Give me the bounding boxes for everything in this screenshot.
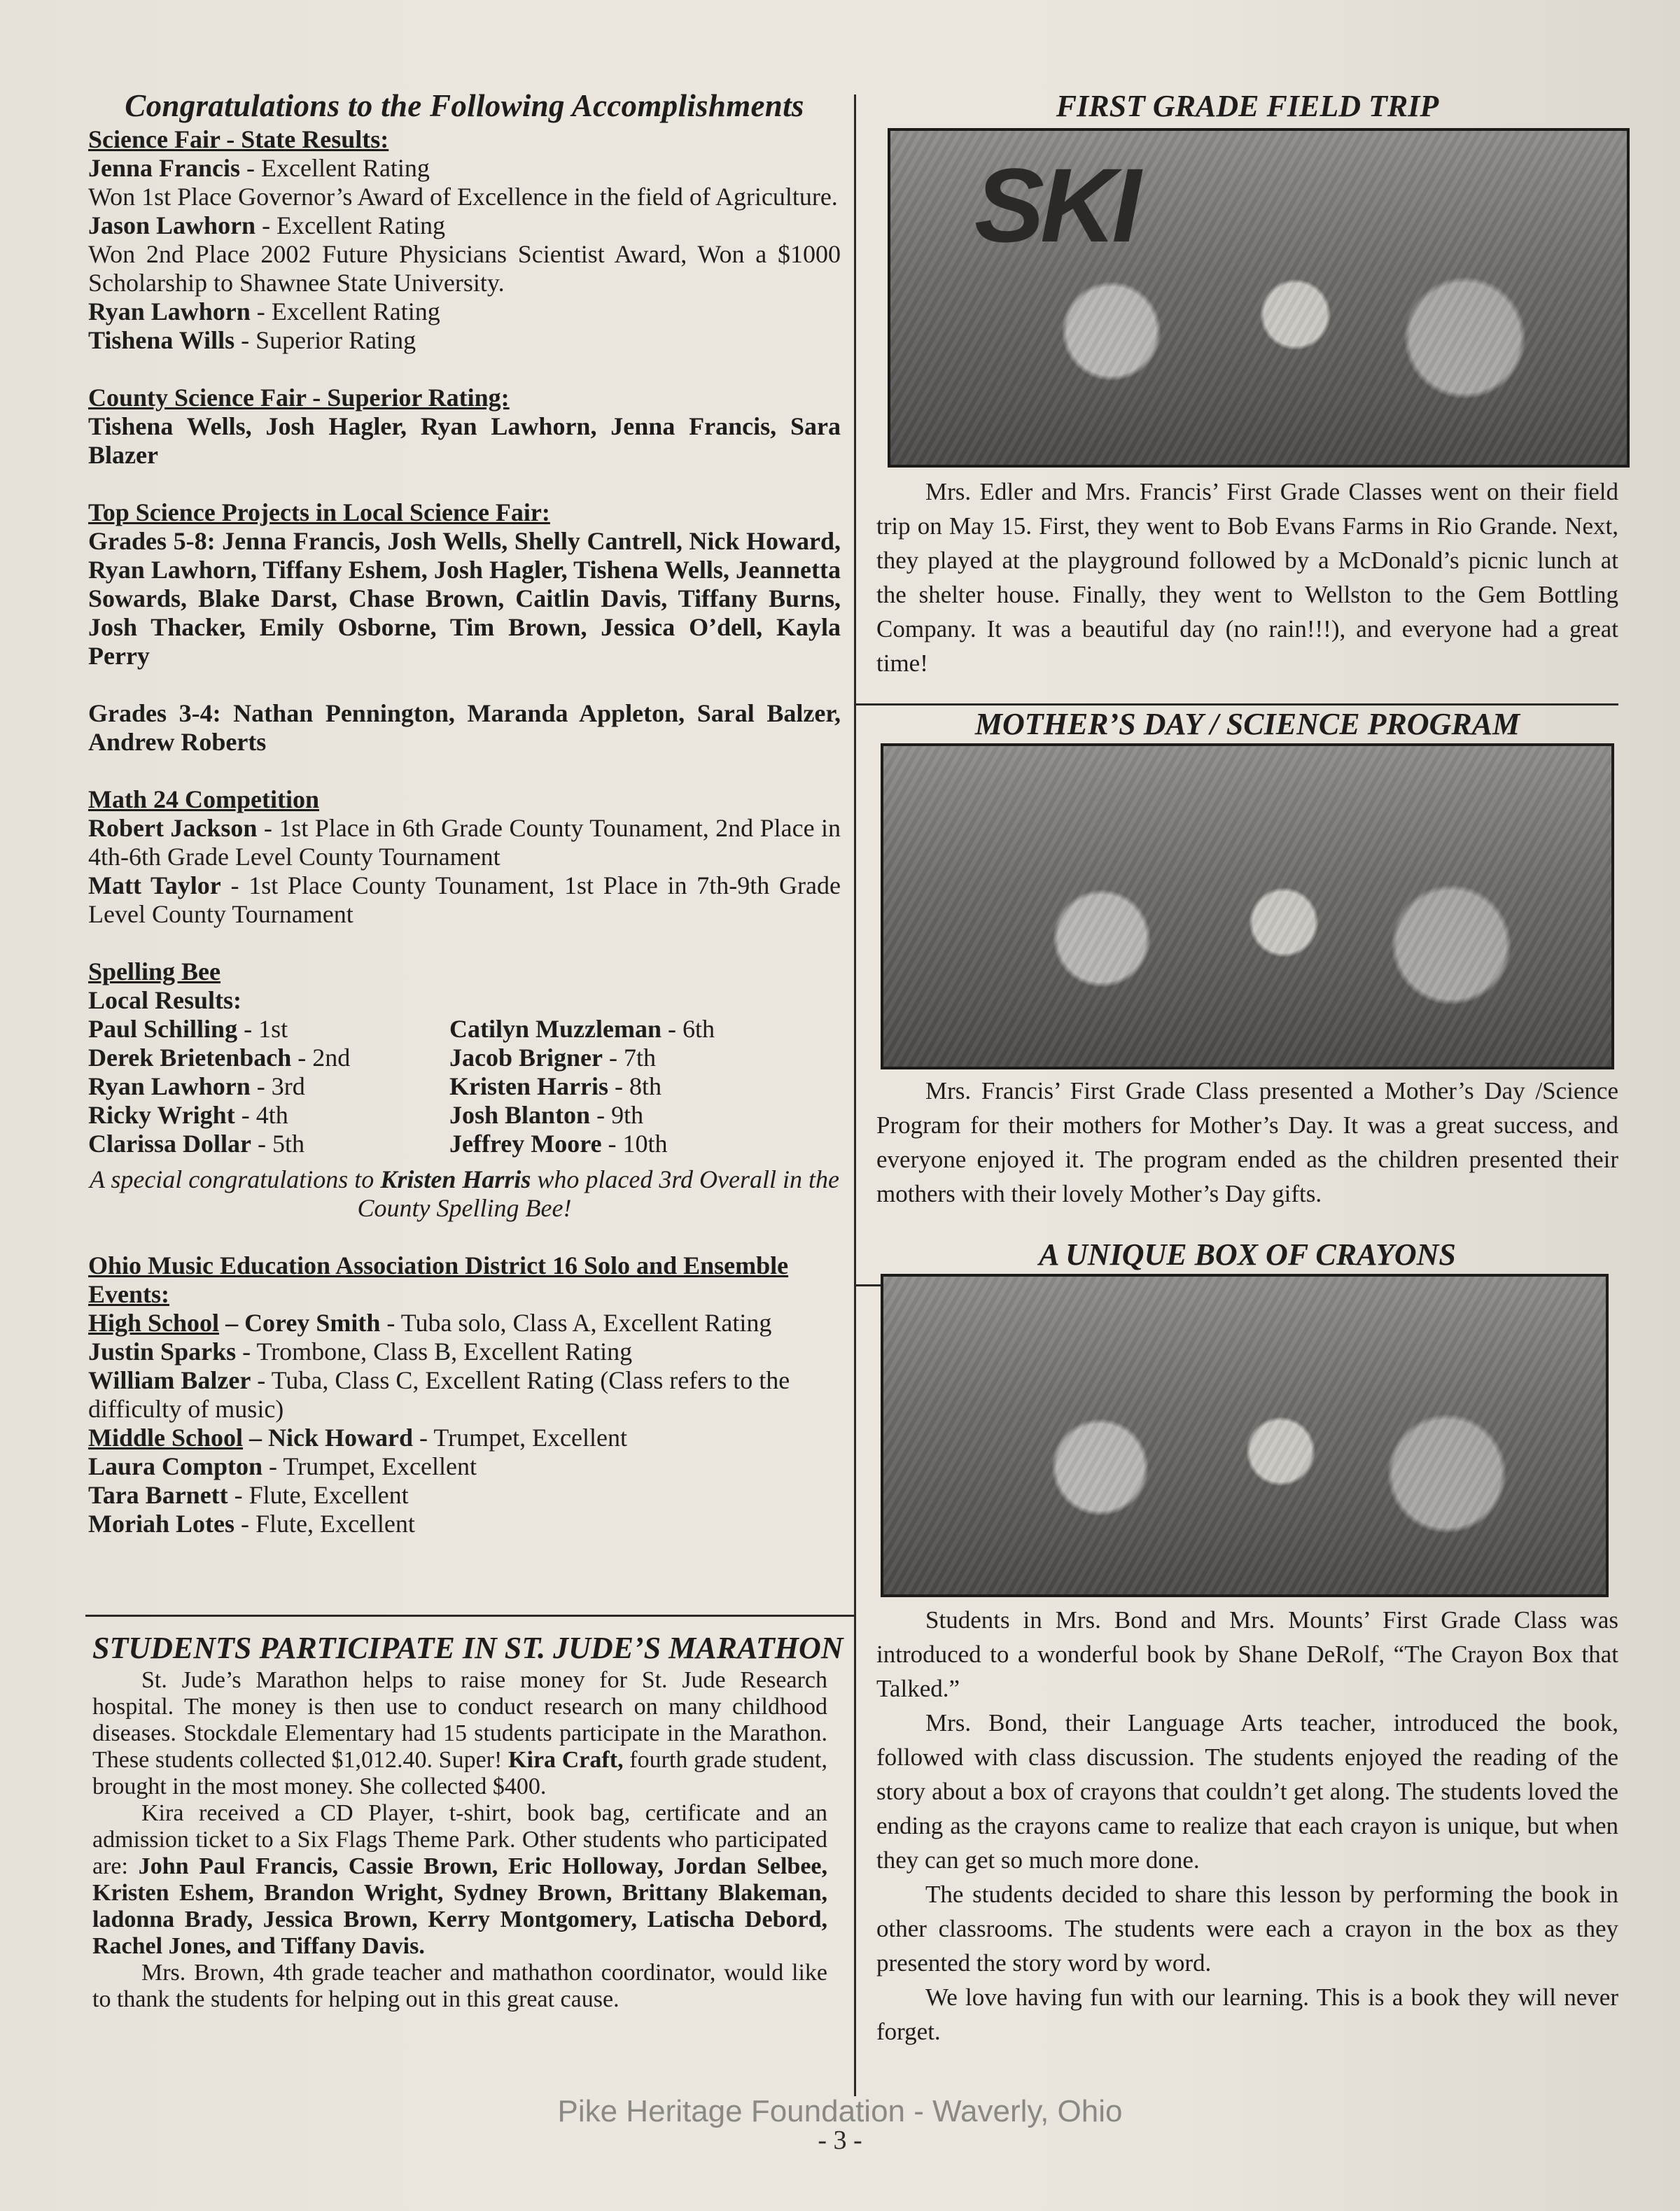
spelling-congrats: A special congratulations to Kristen Harris who placed 3rd Overall in the County Spelling Bee! — [89, 1165, 839, 1222]
county-fair-names: Tishena Wells, Josh Hagler, Ryan Lawhorn, Jenna Francis, Sara Blazer — [88, 412, 841, 469]
science-state-heading: Science Fair - State Results: — [88, 125, 389, 153]
list-item: Kristen Harris - 8th — [449, 1072, 662, 1100]
entry-name: Matt Taylor — [88, 871, 221, 899]
entry-name: Ryan Lawhorn — [88, 297, 251, 325]
field-trip-title: FIRST GRADE FIELD TRIP — [1056, 89, 1439, 123]
music-heading: Ohio Music Education Association District 16 Solo and Ensemble Events: — [88, 1251, 789, 1308]
mothers-day-photo — [881, 743, 1614, 1069]
spelling-heading: Spelling Bee — [88, 957, 221, 985]
mothers-day-story — [876, 706, 1618, 1211]
crayons-photo — [881, 1274, 1609, 1597]
crayons-title: A UNIQUE BOX OF CRAYONS — [1039, 1237, 1456, 1272]
stories-column — [876, 87, 1618, 2049]
county-fair-section — [88, 384, 841, 470]
county-fair-heading: County Science Fair - Superior Rating: — [88, 384, 510, 412]
accomplishments-column — [88, 87, 841, 1538]
top-projects-section — [88, 498, 841, 757]
entry-name: Tishena Wills — [88, 326, 235, 354]
crayons-p1: Students in Mrs. Bond and Mrs. Mounts’ First Grade Class was introduced to a wonderful book by Shane DeRolf, “The Crayon Box that Talked.” — [876, 1606, 1618, 1702]
music-section: Ohio Music Education Association District 16 Solo and Ensemble Events: High School – Corey Smith - Tuba solo, Class A, Excellent Rating Justin Sparks - Trombone, Class B, Excellent Rating William Balzer - Tuba, Class C, Excellent Rating (Class refers to the difficulty of music) Middle School – Nick Howard - Trumpet, Excellent Laura Compton - Trumpet, Excellent Tara Barnett - Flute, Excellent Moriah Lotes - Flute, Excellent — [88, 1251, 841, 1538]
main-title: Congratulations to the Following Accomplishments — [125, 88, 804, 123]
mothers-day-title: MOTHER’S DAY / SCIENCE PROGRAM — [974, 707, 1520, 741]
entry-rating: - Excellent Rating — [240, 154, 430, 182]
entry-name: Jason Lawhorn — [88, 211, 256, 239]
crayons-p2: Mrs. Bond, their Language Arts teacher, introduced the book, followed with class discussion. The students enjoyed the reading of the story about a box of crayons that couldn’t get along. The students loved the ending as the crayons came to realize that each crayon is unique, but when they can get so much more done. — [876, 1709, 1618, 1874]
spelling-subheading: Local Results: — [88, 986, 241, 1014]
field-trip-photo — [888, 128, 1630, 468]
field-trip-story — [876, 87, 1618, 680]
entry-detail: Won 1st Place Governor’s Award of Excellence in the field of Agriculture. — [88, 183, 838, 211]
grades-3-4-names: Grades 3-4: Nathan Pennington, Maranda Appleton, Saral Balzer, Andrew Roberts — [88, 699, 841, 756]
list-item: Catilyn Muzzleman - 6th — [449, 1015, 715, 1043]
entry-rating: - Excellent Rating — [250, 297, 440, 325]
grades-5-8-names: Grades 5-8: Jenna Francis, Josh Wells, Shelly Cantrell, Nick Howard, Ryan Lawhorn, Tiffany Eshem, Josh Hagler, Tishena Wells, Jeannetta Sowards, Blake Darst, Chase Brown, Caitlin Davis, Tiffany Burns, Josh Thacker, Emily Osborne, Tim Brown, Jessica O’dell, Kayla Perry — [88, 527, 841, 670]
crayons-story — [876, 1236, 1618, 2049]
left-section-divider — [85, 1615, 855, 1617]
list-item: Ryan Lawhorn - 3rd — [88, 1072, 305, 1100]
column-divider — [854, 94, 856, 2096]
entry-detail: Won 2nd Place 2002 Future Physicians Scientist Award, Won a $1000 Scholarship to Shawnee State University. — [88, 240, 841, 297]
entry-detail: - 1st Place County Tounament, 1st Place in 7th-9th Grade Level County Tournament — [88, 871, 841, 928]
entry-detail: - 1st Place in 6th Grade County Tounament, 2nd Place in 4th-6th Grade Level County Tournament — [88, 814, 841, 871]
footer-watermark: Pike Heritage Foundation - Waverly, Ohio — [557, 2094, 1123, 2128]
stjude-title: STUDENTS PARTICIPATE IN ST. JUDE’S MARATHON — [92, 1631, 844, 1665]
page-number: - 3 - — [818, 2126, 862, 2155]
mothers-day-caption: Mrs. Francis’ First Grade Class presented a Mother’s Day /Science Program for their mothers for Mother’s Day. It was a great success, and everyone enjoyed it. The program ended as the children presented their mothers with their lovely Mother’s Day gifts. — [876, 1077, 1618, 1207]
list-item: Jacob Brigner - 7th — [449, 1044, 656, 1072]
list-item: Josh Blanton - 9th — [449, 1101, 644, 1129]
crayons-p3: The students decided to share this lesson by performing the book in other classrooms. The students were each a crayon in the box as they presented the story word by word. — [876, 1881, 1618, 1977]
science-state-section — [88, 125, 841, 355]
spelling-section — [88, 957, 841, 1223]
field-trip-caption: Mrs. Edler and Mrs. Francis’ First Grade Classes went on their field trip on May 15. First, they went to Bob Evans Farms in Rio Grande. Next, they played at the playground followed by a McDonald’s picnic lunch at the shelter house. Finally, they went to Wellston to the Gem Bottling Company. It was a beautiful day (no rain!!!), and everyone had a great time! — [876, 478, 1618, 677]
list-item: Clarissa Dollar - 5th — [88, 1130, 304, 1158]
stjude-story: STUDENTS PARTICIPATE IN ST. JUDE’S MARATHON St. Jude’s Marathon helps to raise money for St. Jude Research hospital. The money is then use to conduct research on many childhood diseases. Stockdale Elementary had 15 students participate in the Marathon. These students collected $1,012.40. Super! Kira Craft, fourth grade student, brought in the most money. She collected $400. Kira received a CD Player, t-shirt, book bag, certificate and an admission ticket to a Six Flags Theme Park. Other students who participated are: John Paul Francis, Cassie Brown, Eric Holloway, Jordan Selbee, Kristen Eshem, Brandon Wright, Sydney Brown, Brittany Blakeman, ladonna Brady, Jessica Brown, Kerry Montgomery, Latischa Debord, Rachel Jones, and Tiffany Davis. Mrs. Brown, 4th grade teacher and mathathon coordinator, would like to thank the students for helping out in this great cause. — [92, 1631, 844, 2012]
math24-heading: Math 24 Competition — [88, 785, 319, 813]
list-item: Derek Brietenbach - 2nd — [88, 1044, 351, 1072]
crayons-p4: We love having fun with our learning. This is a book they will never forget. — [876, 1984, 1618, 2045]
math24-section — [88, 785, 841, 929]
entry-rating: - Superior Rating — [234, 326, 416, 354]
entry-name: Jenna Francis — [88, 154, 241, 182]
list-item: Paul Schilling - 1st — [88, 1015, 288, 1043]
top-projects-heading: Top Science Projects in Local Science Fair: — [88, 498, 550, 526]
photo-sign-text: SKI — [974, 146, 1138, 264]
list-item: Jeffrey Moore - 10th — [449, 1130, 668, 1158]
entry-rating: - Excellent Rating — [255, 211, 445, 239]
entry-name: Robert Jackson — [88, 814, 258, 842]
list-item: Ricky Wright - 4th — [88, 1101, 288, 1129]
